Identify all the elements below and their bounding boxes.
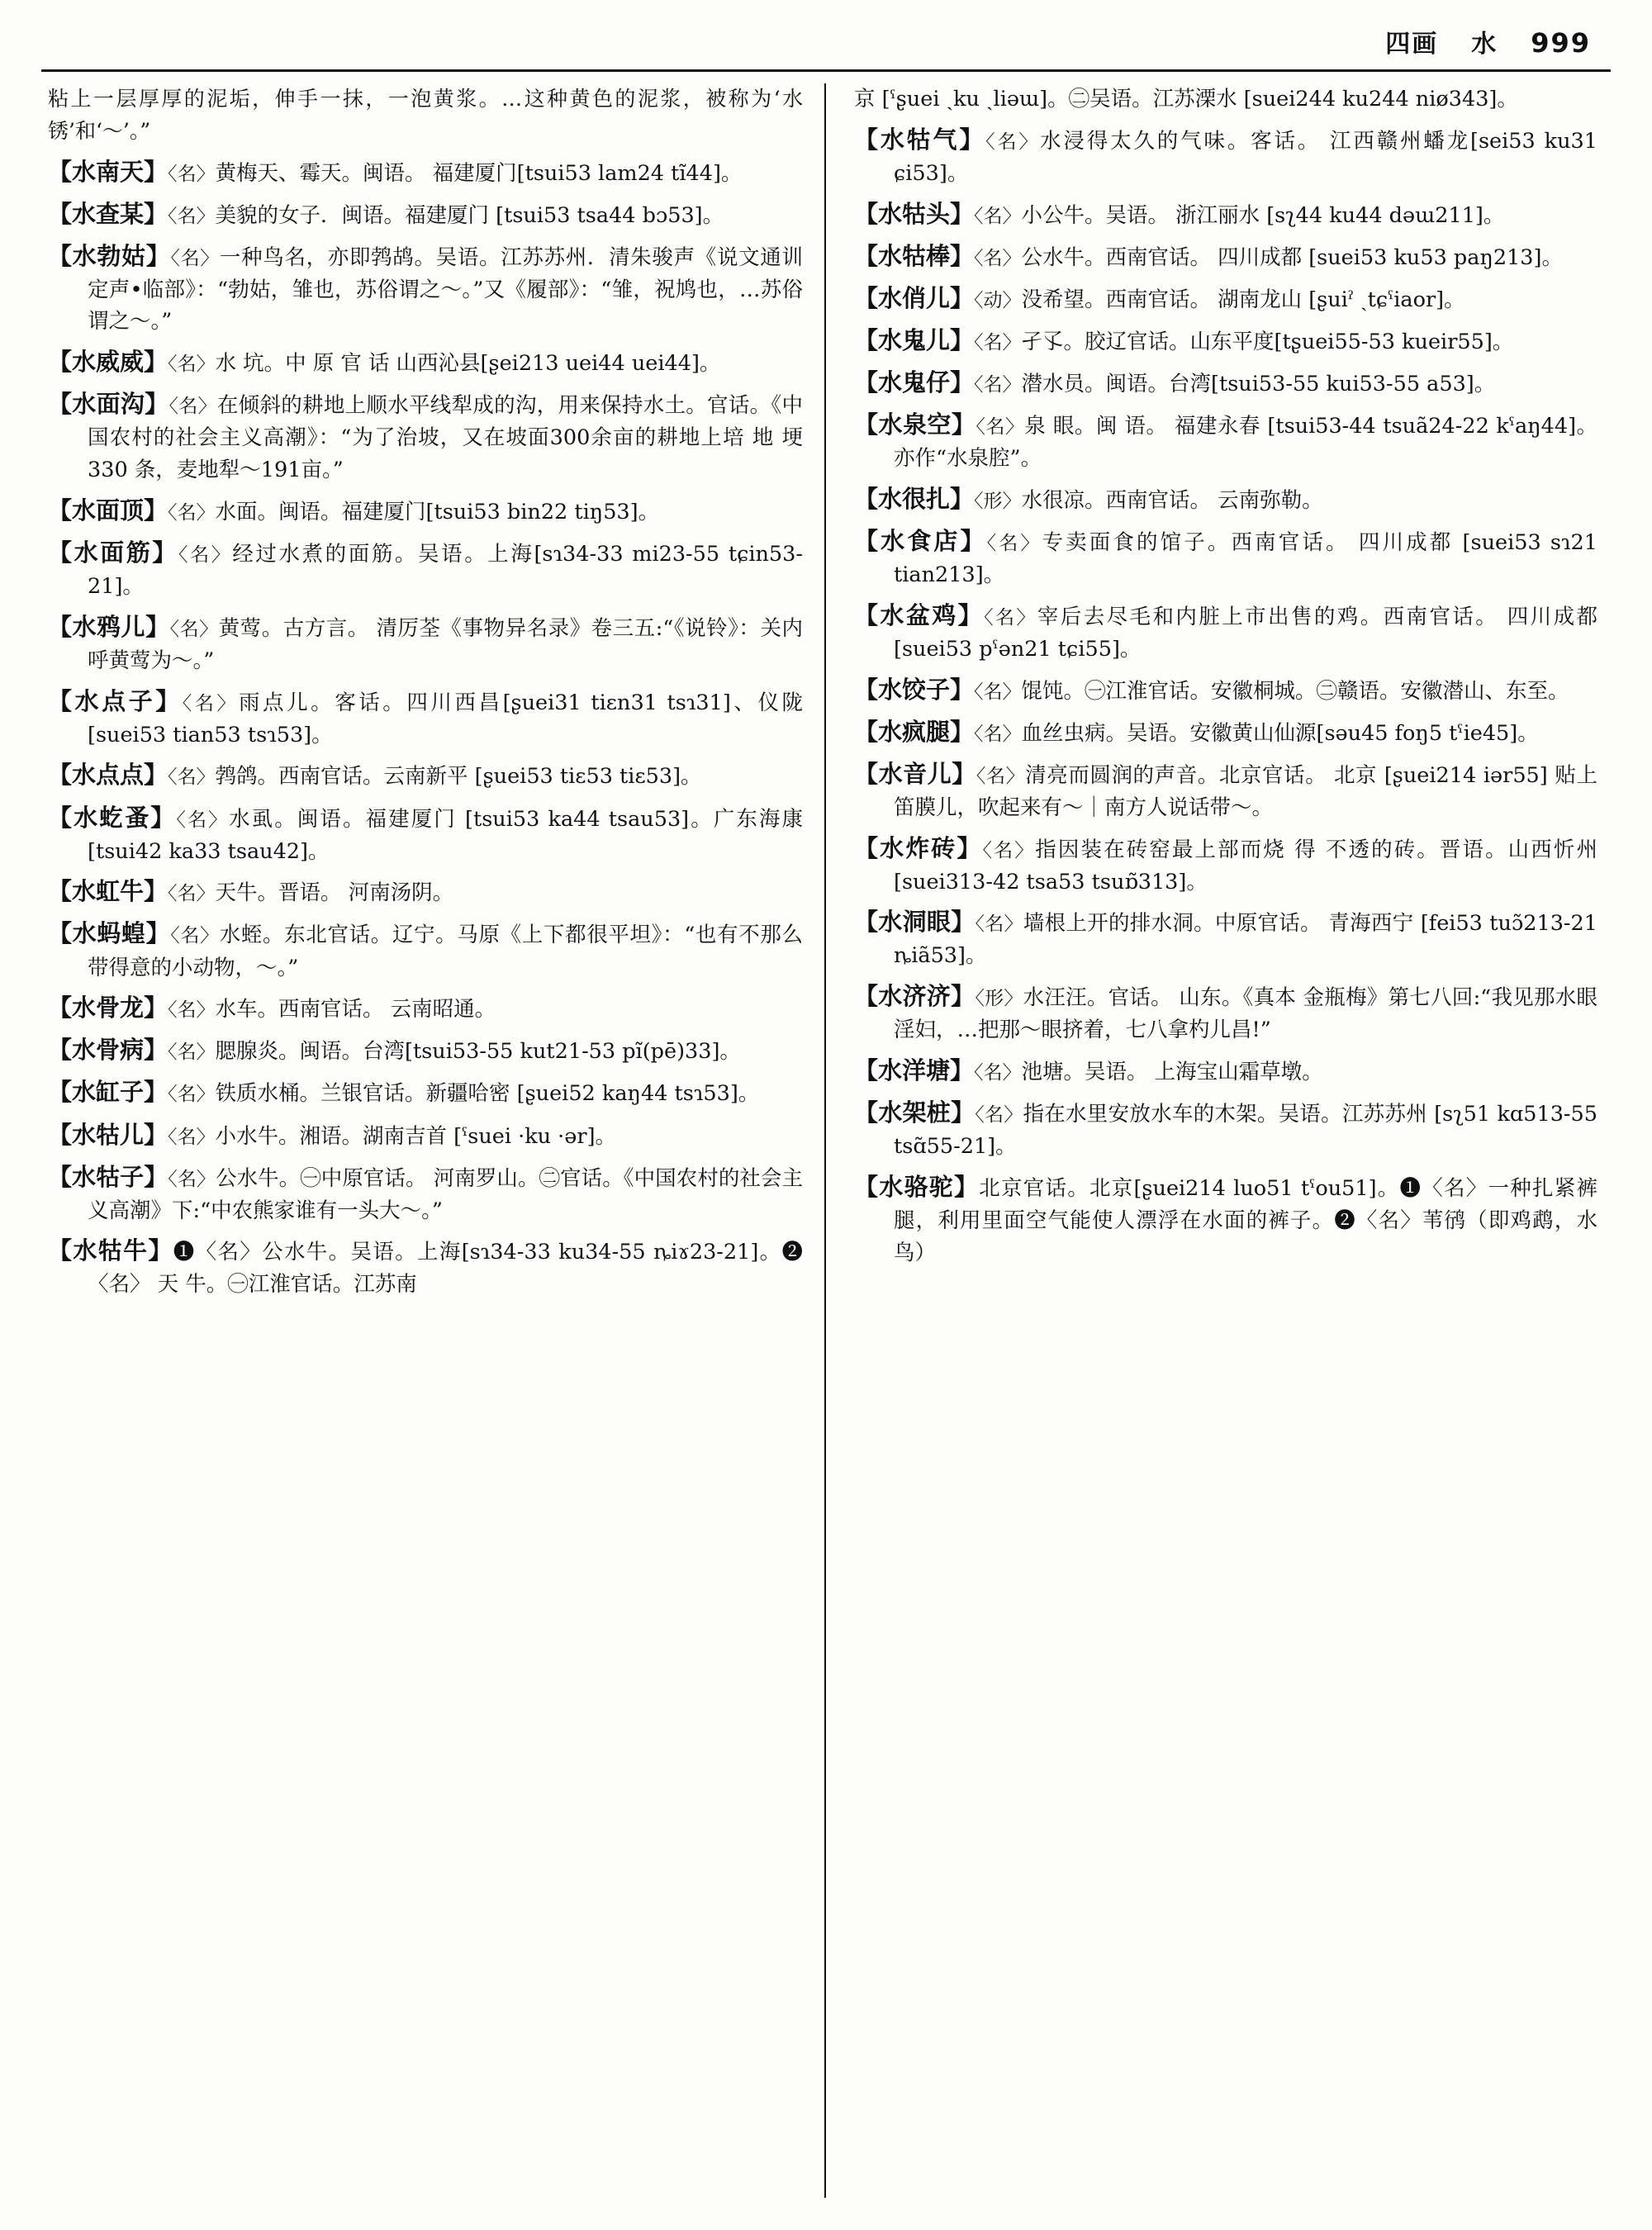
entry-shui-gu-bing	[48, 1032, 803, 1068]
part-of-speech: 〈动〉	[974, 289, 1022, 311]
part-of-speech: 〈名〉	[168, 766, 216, 789]
entry-shui-bo-gu	[48, 238, 803, 339]
part-of-speech: 〈名〉	[984, 606, 1037, 629]
headword: 【水泉空】	[854, 410, 976, 439]
headword: 【水牯牛】	[48, 1236, 173, 1265]
entry-shui-gang-zi	[48, 1074, 803, 1110]
entry-text: 公水牛。西南官话。 四川成都 [suei53 ku53 paŋ213]。	[1021, 244, 1563, 270]
entry-text: 孑孓。胶辽官话。山东平度[tʂuei55-53 kueir55]。	[1021, 329, 1514, 354]
headword: 【水音儿】	[854, 759, 976, 788]
entry-text: 粘上一层厚厚的泥垢，伸手一抹，一泡黄浆。…这种黄色的泥浆，被称为‘水锈’和‘～’。”	[48, 87, 803, 143]
part-of-speech: 〈名〉	[974, 681, 1022, 703]
entry-shui-yang-tang	[854, 1052, 1597, 1089]
entry-shui-nan-tian	[48, 154, 803, 190]
part-of-speech: 〈名〉	[168, 1126, 216, 1148]
headword: 【水南天】	[48, 157, 169, 186]
headword: 【水牯头】	[854, 199, 975, 228]
part-of-speech: 〈名〉	[170, 925, 220, 947]
part-of-speech: 〈名〉	[168, 1084, 216, 1106]
entry-shui-dian-zi	[48, 683, 803, 752]
headword: 【水缸子】	[48, 1078, 169, 1107]
part-of-speech: 〈名〉	[974, 1062, 1022, 1084]
part-of-speech: 〈名〉	[169, 396, 217, 418]
headword: 【水骨病】	[48, 1036, 169, 1065]
headword: 【水面沟】	[48, 390, 169, 419]
entry-shui-wei-wei	[48, 344, 803, 380]
part-of-speech: 〈名〉	[168, 1041, 216, 1064]
entry-text: 黄梅天、霉天。闽语。 福建厦门[tsui53 lam24 tĩ44]。	[215, 160, 743, 186]
part-of-speech: 〈名〉	[168, 999, 216, 1022]
headword: 【水点子】	[48, 686, 183, 715]
entry-text: 鹁鸽。西南官话。云南新平 [ʂuei53 tiɛ53 tiɛ53]。	[215, 764, 702, 790]
headword: 【水牯棒】	[854, 241, 975, 270]
entry-text: 水汪汪。官话。 山东。《真本 金瓶梅》第七八回:“我见那水眼淫妇，…把那～眼挤着，七八拿杓儿昌!”	[894, 985, 1598, 1043]
entry-text: 北京官话。北京[ʂuei214 luo51 tˁou51]。❶〈名〉一种扎紧裤腿，利用里面空气能使人漂浮在水面的裤子。❷〈名〉苇鸻（即鸡鹉，水鸟）	[894, 1175, 1597, 1265]
entry-text: 清亮而圆润的声音。北京官话。 北京 [ʂuei214 iər55] 贴上笛膜儿，吹起来有～｜南方人说话带～。	[894, 762, 1597, 820]
entry-text: 黄莺。古方言。 清厉荃《事物异名录》卷三五:“《说铃》：关内呼黄莺为～。”	[88, 615, 803, 673]
headword: 【水鬼仔】	[854, 368, 975, 396]
entry-shui-mian-jin	[48, 534, 803, 603]
headword: 【水点点】	[48, 761, 169, 790]
entry-text: 指因装在砖窑最上部而烧 得 不透的砖。晋语。山西忻州 [suei313-42 tsa53 tsuɒ̃313]。	[894, 837, 1597, 894]
entry-carryover-right	[854, 83, 1597, 116]
page-columns	[33, 83, 1619, 2198]
part-of-speech: 〈名〉	[985, 130, 1041, 153]
headword: 【水洞眼】	[854, 908, 976, 937]
part-of-speech: 〈名〉	[168, 205, 216, 227]
headword: 【水架桩】	[854, 1098, 976, 1127]
entry-shui-jia-zhuang	[854, 1094, 1597, 1163]
part-of-speech: 〈名〉	[170, 247, 220, 269]
part-of-speech: 〈名〉	[976, 415, 1025, 438]
part-of-speech: 〈名〉	[986, 532, 1042, 554]
entry-shui-hong-niu	[48, 873, 803, 909]
entry-shui-ya-er	[48, 609, 803, 677]
headword: 【水很扎】	[854, 484, 975, 513]
entry-text: 经过水煮的面筋。吴语。上海[sɿ34-33 mi23-55 tɕin53-21]。	[88, 541, 803, 600]
entry-text: 墙根上开的排水洞。中原官话。 青海西宁 [fei53 tuɔ̃213-21 ȵiã53]。	[894, 911, 1597, 969]
part-of-speech: 〈名〉	[169, 618, 219, 640]
part-of-speech: 〈名〉	[974, 331, 1022, 353]
entry-shui-zha-zhuan	[854, 830, 1597, 899]
headword: 【水鸦儿】	[48, 612, 170, 641]
part-of-speech: 〈名〉	[976, 765, 1026, 787]
entry-shui-gu-long	[48, 989, 803, 1026]
entry-text: 小公牛。吴语。 浙江丽水 [sʅ44 ku44 dəɯ211]。	[1021, 202, 1505, 228]
entry-shui-yin-er	[854, 756, 1597, 824]
part-of-speech: 〈名〉	[975, 913, 1023, 936]
entry-shui-ma-huang	[48, 915, 803, 984]
part-of-speech: 〈名〉	[974, 247, 1022, 269]
headword: 【水牯儿】	[48, 1120, 169, 1149]
entry-text: 水面。闽语。福建厦门[tsui53 bin22 tiŋ53]。	[215, 499, 660, 524]
entry-text: 水车。西南官话。 云南昭通。	[215, 997, 496, 1022]
headword: 【水牯子】	[48, 1162, 169, 1191]
headword: 【水勃姑】	[48, 241, 171, 270]
entry-shui-mian-ding	[48, 492, 803, 529]
headword: 【水骆驼】	[854, 1172, 980, 1201]
headword: 【水俏儿】	[854, 283, 975, 312]
headword: 【水饺子】	[854, 675, 975, 704]
right-column	[826, 83, 1619, 2198]
entry-shui-dian-dian	[48, 757, 803, 793]
entry-shui-gui-er	[854, 322, 1597, 358]
entry-shui-pen-ji	[854, 597, 1597, 666]
entry-text: ❶〈名〉公水牛。吴语。上海[sɿ34-33 ku34-55 ȵiɤ23-21]。❷ 〈名〉 天 牛。㊀江淮官话。江苏南	[88, 1240, 803, 1298]
headword: 【水济济】	[854, 982, 976, 1011]
entry-text: 雨点儿。客话。四川西昌[ʂuei31 tiɛn31 tsɿ31]、仪陇 [suei53 tian53 tsɿ53]。	[88, 690, 803, 747]
header-divider	[41, 69, 1611, 72]
part-of-speech: 〈名〉	[168, 1168, 216, 1190]
headword: 【水面顶】	[48, 496, 169, 524]
part-of-speech: 〈名〉	[176, 809, 230, 831]
entry-shui-gu-bang	[854, 238, 1597, 274]
headword: 【水牯气】	[854, 125, 986, 154]
headword: 【水虼蚤】	[48, 803, 177, 832]
entry-text: 水蛭。东北官话。辽宁。马原《上下都很平坦》：“也有不那么带得意的小动物，～。”	[88, 923, 803, 980]
entry-shui-quan-kong	[854, 406, 1597, 475]
entry-shui-ji-ji	[854, 978, 1597, 1046]
entry-text: 指在水里安放水车的木架。吴语。江苏苏州 [sʅ51 kɑ513-55 tsɑ̃55-21]。	[894, 1102, 1597, 1160]
headword: 【水蚂蝗】	[48, 919, 171, 948]
headword: 【水洋塘】	[854, 1056, 975, 1084]
entry-shui-gu-qi	[854, 121, 1597, 190]
entry-text: 公水牛。㊀中原官话。 河南罗山。㊁官话。《中国农村的社会主义高潮》下:“中农熊家谁有一头大～。”	[88, 1165, 803, 1223]
entry-text: 血丝虫病。吴语。安徽黄山仙源[səu45 foŋ5 tˁie45]。	[1021, 720, 1539, 746]
headword: 【水虹牛】	[48, 877, 169, 906]
entry-text: 腮腺炎。闽语。台湾[tsui53-55 kut21-53 pĩ(pē)33]。	[215, 1039, 741, 1065]
entry-carryover	[48, 83, 803, 148]
headword: 【水骨龙】	[48, 994, 169, 1022]
entry-text: 京 [ˁʂuei ˏku ˏliəɯ]。㊁吴语。江苏溧水 [suei244 ku244 niø343]。	[854, 87, 1518, 112]
entry-shui-gu-niu	[48, 1232, 803, 1301]
headword: 【水盆鸡】	[854, 600, 985, 629]
page-number: 999	[1531, 27, 1591, 59]
entry-shui-qiao-er	[854, 280, 1597, 316]
part-of-speech: 〈名〉	[168, 883, 216, 905]
entry-text: 水很凉。西南官话。 云南弥勒。	[1021, 487, 1323, 513]
part-of-speech: 〈名〉	[974, 205, 1022, 227]
header-radical: 水	[1471, 30, 1498, 59]
headword: 【水鬼儿】	[854, 325, 975, 354]
entry-text: 水浸得太久的气味。客话。 江西赣州蟠龙[sei53 ku31 ɕi53]。	[894, 128, 1598, 186]
entry-shui-shi-dian	[854, 523, 1597, 591]
entry-text: 馄饨。㊀江淮官话。安徽桐城。㊁赣语。安徽潜山、东至。	[1021, 678, 1569, 704]
entry-text: 水 坑。中 原 官 话 山西沁县[ʂei213 uei44 uei44]。	[215, 351, 721, 377]
entry-shui-gu-tou	[854, 196, 1597, 232]
entry-shui-feng-tui	[854, 714, 1597, 750]
entry-text: 一种鸟名，亦即鹁鸪。吴语。江苏苏州．清朱骏声《说文通训定声•临部》：“勃姑，雏也，苏俗谓之～。”又《履部》：“雏，祝鸠也，…苏俗谓之～。”	[88, 244, 803, 334]
headword: 【水食店】	[854, 526, 987, 555]
entry-text: 在倾斜的耕地上顺水平线犁成的沟，用来保持水土。官话。《中国农村的社会主义高潮》：“为了治坡，又在坡面300余亩的耕地上培 地 埂 330 条，麦地犁～191亩。”	[88, 393, 803, 483]
entry-shui-mian-gou	[48, 386, 803, 486]
entry-text: 铁质水桶。兰银官话。新疆哈密 [ʂuei52 kaŋ44 tsɿ53]。	[215, 1081, 760, 1107]
entry-shui-gu-zi	[48, 1159, 803, 1227]
left-column	[33, 83, 826, 2198]
entry-text: 水虱。闽语。福建厦门 [tsui53 ka44 tsau53]。广东海康 [tsui42 ka33 tsau42]。	[88, 806, 803, 864]
part-of-speech: 〈名〉	[168, 353, 216, 376]
headword: 【水炸砖】	[854, 833, 983, 862]
headword: 【水面筋】	[48, 538, 178, 567]
headword: 【水威威】	[48, 348, 169, 377]
entry-shui-gu-er	[48, 1117, 803, 1153]
part-of-speech: 〈名〉	[168, 163, 216, 185]
entry-text: 没希望。西南官话。 湖南龙山 [ʂuiˀ ˏtɕˁiaor]。	[1021, 287, 1465, 312]
part-of-speech: 〈形〉	[975, 988, 1023, 1010]
entry-shui-cha-mou	[48, 196, 803, 232]
entry-shui-luo-tuo	[854, 1169, 1597, 1269]
entry-shui-yi-zao	[48, 799, 803, 868]
header-stroke-label: 四画	[1385, 30, 1439, 59]
entry-text: 美貌的女子．闽语。福建厦门 [tsui53 tsa44 bɔ53]。	[215, 202, 724, 228]
entry-text: 小水牛。湘语。湖南吉首 [ˁsuei ·ku ·ər]。	[215, 1123, 617, 1149]
part-of-speech: 〈名〉	[168, 501, 216, 524]
entry-shui-jiao-zi	[854, 671, 1597, 708]
entry-shui-gui-zai	[854, 364, 1597, 401]
entry-text: 池塘。吴语。 上海宝山霜草墩。	[1021, 1060, 1323, 1084]
part-of-speech: 〈名〉	[982, 839, 1036, 861]
entry-text: 专卖面食的馆子。西南官话。 四川成都 [suei53 sɿ21 tian213]。	[894, 529, 1598, 587]
entry-text: 天牛。晋语。 河南汤阴。	[215, 880, 454, 906]
part-of-speech: 〈名〉	[182, 692, 239, 714]
entry-text: 泉 眼。闽 语。 福建永春 [tsui53-44 tsuã24-22 kˁaŋ44]。亦作“水泉腔”。	[894, 413, 1597, 472]
part-of-speech: 〈名〉	[974, 723, 1022, 745]
part-of-speech: 〈形〉	[974, 490, 1022, 512]
entry-text: 宰后去尽毛和内脏上市出售的鸡。西南官话。 四川成都 [suei53 pˁən21 tɕi55]。	[894, 604, 1597, 662]
part-of-speech: 〈名〉	[178, 543, 233, 566]
headword: 【水查某】	[48, 199, 169, 228]
page-header	[33, 23, 1619, 59]
headword: 【水疯腿】	[854, 717, 975, 746]
part-of-speech: 〈名〉	[975, 1104, 1023, 1127]
entry-text: 潜水员。闽语。台湾[tsui53-55 kui53-55 a53]。	[1021, 371, 1496, 396]
part-of-speech: 〈名〉	[974, 373, 1022, 396]
entry-shui-hen-za	[854, 481, 1597, 517]
entry-shui-dong-yan	[854, 904, 1597, 972]
